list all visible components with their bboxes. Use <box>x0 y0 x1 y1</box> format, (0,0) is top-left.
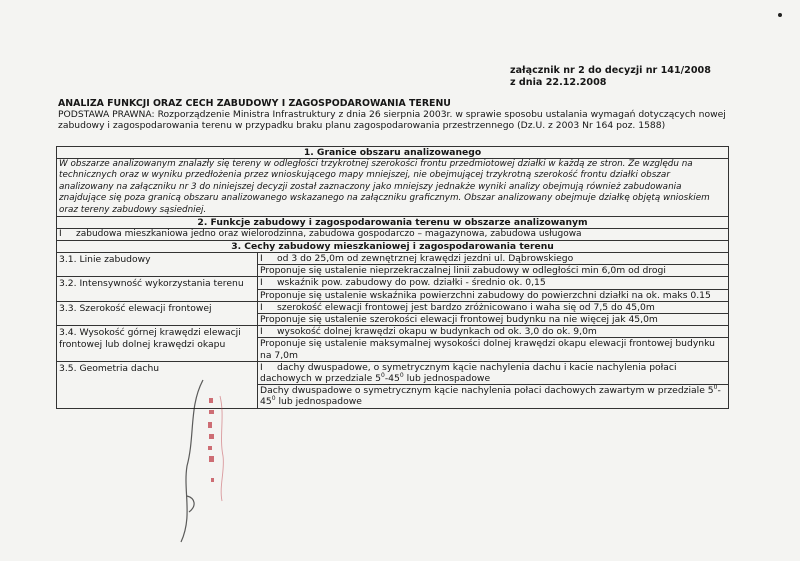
row-finding <box>258 326 728 338</box>
finding-text: szerokość elewacji frontowej jest bardzo zróżnicowano i waha się od 7,5 do 45,0m <box>277 301 655 313</box>
section-2-heading: 2. Funkcje zabudowy i zagospodarowania terenu w obszarze analizowanym <box>57 217 728 229</box>
row-proposal <box>258 385 728 407</box>
finding-text-a: dachy dwuspadowe, o symetrycznym kącie nachylenia dachu i kacie nachylenia połaci dachowych w przedziale 5 <box>260 361 677 385</box>
section-3-heading: 3. Cechy zabudowy mieszkaniowej i zagospodarowania terenu <box>57 241 728 253</box>
marker: I <box>260 277 263 289</box>
degree-sup: 0 <box>381 372 385 379</box>
marker: I <box>260 253 263 265</box>
analysis-table <box>56 146 729 409</box>
document-title: ANALIZA FUNKCJI ORAZ CECH ZABUDOWY I ZAGOSPODAROWANIA TERENU <box>58 98 451 109</box>
degree-sup: 0 <box>713 384 718 392</box>
section-1-text: W obszarze analizowanym znalazły się tereny w odległości trzykrotnej szerokości frontu przedmiotowej działki w każdą ze stron. Ze względu na technicznych oraz w wyniku przedłożenia przez wnioskującego mapy mniejszej, nie obejmującej trzykrotną szerokość frontu działki obszar analizowany na załączniku nr 3 do niniejszej decyzji został zaznaczony jako mniejszy jednakże wyniki analizy obejmują również zabudowania znajdujące się poza granicą obszaru analizowanego wskazanego na załączniku graficznym. Obszar analizowany obejmuje działkę objętą wnioskiem oraz tereny zabudowy sąsiedniej. <box>57 159 728 217</box>
degree-sup: 0 <box>271 395 276 403</box>
stamp-marks <box>208 398 214 482</box>
table-row <box>57 253 728 277</box>
marker: I <box>260 326 263 338</box>
handwritten-stamp-stroke <box>220 396 223 501</box>
table-row <box>57 362 728 408</box>
section-2-text <box>57 229 728 241</box>
marker: I <box>260 301 263 313</box>
finding-text-b: lub jednospadowe <box>403 373 491 385</box>
finding-text: wysokość dolnej krawędzi okapu w budynkach od ok. 3,0 do ok. 9,0m <box>277 326 597 338</box>
finding-text: wskaźnik pow. zabudowy do pow. działki - średnio ok. 0,15 <box>277 277 546 289</box>
row-proposal: Proponuje się ustalenie wskaźnika powierzchni zabudowy do powierzchni działki na ok. maks 0.15 <box>260 289 711 301</box>
degree-sup: 0 <box>399 372 404 379</box>
section-1-heading: 1. Granice obszaru analizowanego <box>57 147 728 159</box>
row-label: 3.1. Linie zabudowy <box>57 253 258 276</box>
row-finding <box>258 277 728 289</box>
row-proposal: Proponuje się ustalenie szerokości elewacji frontowej budynku na nie więcej jak 45,0m <box>260 314 658 326</box>
finding-text: od 3 do 25,0m od zewnętrznej krawędzi jezdni ul. Dąbrowskiego <box>277 253 574 265</box>
scan-dot <box>778 13 782 17</box>
row-proposal: Proponuje się ustalenie nieprzekraczalnej linii zabudowy w odległości min 6,0m od drogi <box>260 265 666 277</box>
signature-stroke <box>181 380 203 542</box>
row-finding <box>258 253 728 265</box>
attachment-line-1: załącznik nr 2 do decyzji nr 141/2008 <box>510 65 711 76</box>
row-label: 3.5. Geometria dachu <box>57 362 258 408</box>
table-row <box>57 302 728 326</box>
official-stamp-signature <box>175 376 235 546</box>
table-row <box>57 326 728 362</box>
marker: I <box>59 229 62 240</box>
marker: I <box>260 361 263 373</box>
attachment-line-2: z dnia 22.12.2008 <box>510 77 607 88</box>
row-label: 3.2. Intensywność wykorzystania terenu <box>57 277 258 300</box>
table-row <box>57 277 728 301</box>
legal-basis: PODSTAWA PRAWNA: Rozporządzenie Ministra Infrastruktury z dnia 26 sierpnia 2003r. w sprawie sposobu ustalania wymagań dotyczących nowej zabudowy i zagospodarowania terenu w przypadku braku planu zagospodarowania przestrzennego (Dz.U. z 2003 Nr 164 poz. 1588) <box>58 109 726 132</box>
row-proposal: Proponuje się ustalenie maksymalnej wysokości dolnej krawędzi okapu elewacji frontowej budynku na 7,0m <box>260 338 715 361</box>
functions-text: zabudowa mieszkaniowa jedno oraz wielorodzinna, zabudowa gospodarczo – magazynowa, zabudowa usługowa <box>76 229 582 240</box>
proposal-text-a: Dachy dwuspadowe o symetrycznym kącie nachylenia połaci dachowych zawartym w przedziale 5 <box>260 385 714 397</box>
row-label: 3.3. Szerokość elewacji frontowej <box>57 302 258 325</box>
row-finding <box>258 362 728 385</box>
finding-text-mid: -45 <box>384 373 400 385</box>
proposal-text-mid: -45 <box>260 385 721 408</box>
attachment-header <box>510 65 711 89</box>
proposal-text-b: lub jednospadowe <box>275 396 362 408</box>
row-label: 3.4. Wysokość górnej krawędzi elewacji frontowej lub dolnej krawędzi okapu <box>57 326 258 361</box>
row-finding <box>258 302 728 314</box>
